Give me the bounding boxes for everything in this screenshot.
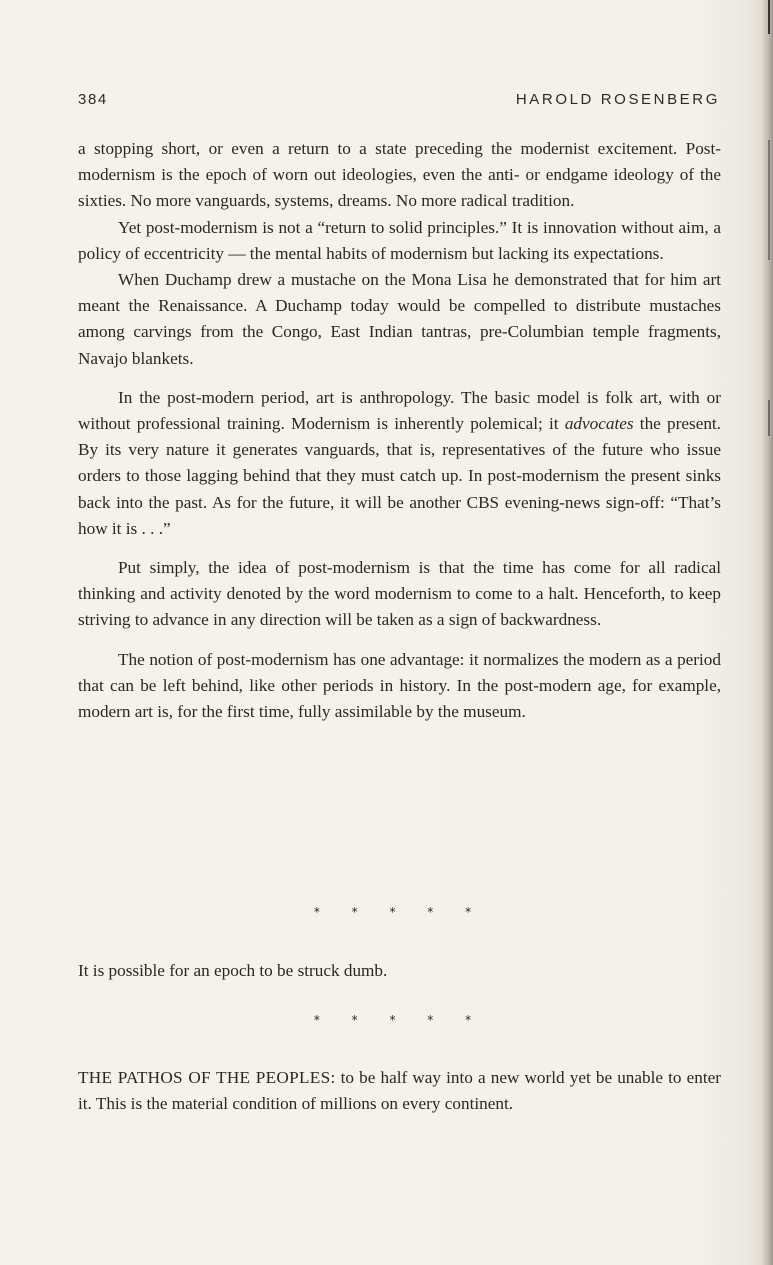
paragraph: When Duchamp drew a mustache on the Mona Lisa he demonstrated that for him art meant the Renaissance. A Duchamp today would be compelled to distribute mustaches among carvings from the Congo, East Indian tantras, pre-Columbian temple fragments, Navajo blankets. — [78, 270, 721, 368]
running-head — [78, 91, 720, 113]
paragraph: a stopping short, or even a return to a state preceding the modernist excitement. Post-modernism is the epoch of worn out ideologies, even the anti- or endgame ideology of the sixties. No more vanguards, systems, dreams. No more radical tradition. — [78, 139, 721, 211]
section-separator: * * * * * — [313, 905, 486, 919]
paragraph: Put simply, the idea of post-modernism is that the time has come for all radical thinking and activity denoted by the word modernism to come to a halt. Henceforth, to keep striving to advance in any direction will be taken as a sign of backwardness. — [78, 558, 721, 630]
running-head-author: HAROLD ROSENBERG — [515, 91, 720, 108]
section-separator: * * * * * — [313, 1013, 486, 1027]
body-text — [78, 136, 721, 725]
paragraph: The notion of post-modernism has one advantage: it normalizes the modern as a period that can be left behind, like other periods in history. In the post-modern age, for example, modern art is, for the first time, fully assimilable by the museum. — [78, 649, 721, 722]
emphasized-word: advocates — [564, 414, 634, 434]
page-edge-shadow — [761, 0, 773, 1265]
final-paragraph-text: to be half way into a new world yet be unable to enter it. This is the material condition of millions on every continent. — [78, 1068, 721, 1114]
section-heading: THE PATHOS OF THE PEOPLES: — [78, 1068, 336, 1087]
final-section — [78, 1065, 721, 1117]
edge-mark — [768, 140, 770, 260]
paragraph-text: In the post-modern period, art is anthropology. The basic model is folk art, with or without professional training. Modernism is inherently polemical; it — [78, 387, 721, 434]
aphorism-block — [78, 958, 721, 984]
final-paragraph — [78, 1065, 721, 1117]
edge-mark — [768, 400, 770, 436]
edge-mark — [768, 0, 770, 34]
paragraph: Yet post-modernism is not a “return to solid principles.” It is innovation without aim, a policy of eccentricity — the mental habits of modernism but lacking its expectations. — [78, 217, 721, 263]
page-number: 384 — [78, 91, 108, 108]
paragraph-text: the present. By its very nature it generates vanguards, that is, representatives of the future who issue orders to those lagging behind that they must catch up. In post-modernism the present sinks back into the past. As for the future, it will be another CBS evening-news sign-off: “That’s how it is . . .” — [78, 414, 721, 538]
paragraph — [78, 385, 721, 542]
aphorism: It is possible for an epoch to be struck dumb. — [78, 961, 388, 980]
